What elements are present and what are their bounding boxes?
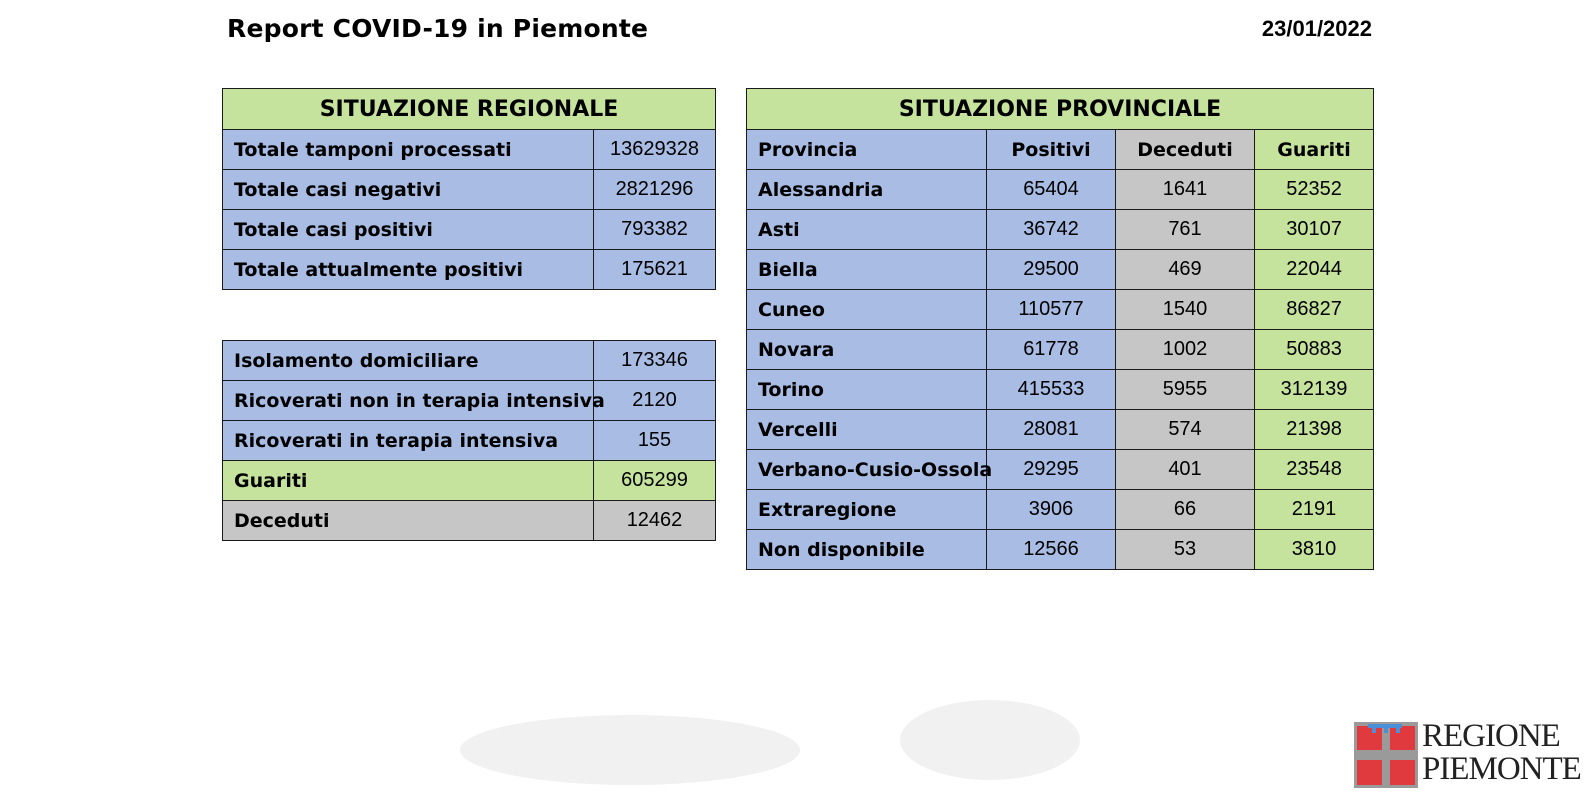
row-value: 155 xyxy=(594,421,716,461)
row-label: Totale casi positivi xyxy=(223,210,594,250)
table-row xyxy=(747,290,1374,330)
row-label: Deceduti xyxy=(223,501,594,541)
table-row xyxy=(223,461,716,501)
row-deceduti: 66 xyxy=(1116,490,1255,530)
row-value: 793382 xyxy=(594,210,716,250)
row-label: Totale tamponi processati xyxy=(223,130,594,170)
row-provincia: Vercelli xyxy=(747,410,987,450)
column-header-positivi: Positivi xyxy=(987,130,1116,170)
provincial-table xyxy=(746,88,1374,570)
row-value: 605299 xyxy=(594,461,716,501)
row-label: Totale attualmente positivi xyxy=(223,250,594,290)
row-positivi: 61778 xyxy=(987,330,1116,370)
logo-text xyxy=(1422,720,1581,786)
table-row xyxy=(223,421,716,461)
row-provincia: Extraregione xyxy=(747,490,987,530)
logo-line-1: REGIONE xyxy=(1422,718,1560,754)
column-header-row xyxy=(747,130,1374,170)
row-deceduti: 574 xyxy=(1116,410,1255,450)
table-row xyxy=(747,370,1374,410)
row-positivi: 28081 xyxy=(987,410,1116,450)
background-watermark xyxy=(430,690,1110,800)
row-guariti: 23548 xyxy=(1255,450,1374,490)
row-positivi: 29500 xyxy=(987,250,1116,290)
table-row xyxy=(223,501,716,541)
table-row xyxy=(223,250,716,290)
row-value: 175621 xyxy=(594,250,716,290)
table-row xyxy=(747,490,1374,530)
table-row xyxy=(747,410,1374,450)
table-row xyxy=(223,341,716,381)
table-row xyxy=(747,170,1374,210)
row-value: 12462 xyxy=(594,501,716,541)
row-provincia: Asti xyxy=(747,210,987,250)
row-positivi: 65404 xyxy=(987,170,1116,210)
row-deceduti: 1540 xyxy=(1116,290,1255,330)
row-positivi: 29295 xyxy=(987,450,1116,490)
row-provincia: Verbano-Cusio-Ossola xyxy=(747,450,987,490)
row-value: 2821296 xyxy=(594,170,716,210)
table-header-row xyxy=(747,89,1374,130)
row-guariti: 22044 xyxy=(1255,250,1374,290)
row-positivi: 415533 xyxy=(987,370,1116,410)
row-label: Totale casi negativi xyxy=(223,170,594,210)
provincial-table-body xyxy=(747,170,1374,570)
row-deceduti: 1002 xyxy=(1116,330,1255,370)
regional-table-title: SITUAZIONE REGIONALE xyxy=(223,89,716,130)
row-positivi: 3906 xyxy=(987,490,1116,530)
row-deceduti: 761 xyxy=(1116,210,1255,250)
row-label: Isolamento domiciliare xyxy=(223,341,594,381)
row-provincia: Alessandria xyxy=(747,170,987,210)
regional-totals-table xyxy=(222,88,716,290)
row-deceduti: 53 xyxy=(1116,530,1255,570)
row-positivi: 36742 xyxy=(987,210,1116,250)
row-value: 173346 xyxy=(594,341,716,381)
piemonte-emblem-icon xyxy=(1354,722,1418,788)
row-provincia: Novara xyxy=(747,330,987,370)
regional-detail-table xyxy=(222,340,716,541)
row-deceduti: 1641 xyxy=(1116,170,1255,210)
row-label: Ricoverati in terapia intensiva xyxy=(223,421,594,461)
row-positivi: 110577 xyxy=(987,290,1116,330)
page-title: Report COVID-19 in Piemonte xyxy=(227,14,649,43)
row-deceduti: 5955 xyxy=(1116,370,1255,410)
table-row xyxy=(747,210,1374,250)
column-header-deceduti: Deceduti xyxy=(1116,130,1255,170)
row-guariti: 50883 xyxy=(1255,330,1374,370)
row-value: 2120 xyxy=(594,381,716,421)
row-guariti: 86827 xyxy=(1255,290,1374,330)
row-guariti: 2191 xyxy=(1255,490,1374,530)
report-date: 23/01/2022 xyxy=(1261,16,1372,41)
row-label: Guariti xyxy=(223,461,594,501)
row-positivi: 12566 xyxy=(987,530,1116,570)
row-guariti: 52352 xyxy=(1255,170,1374,210)
table-row xyxy=(223,210,716,250)
table-row xyxy=(223,130,716,170)
row-label: Ricoverati non in terapia intensiva xyxy=(223,381,594,421)
row-provincia: Cuneo xyxy=(747,290,987,330)
logo-line-2: PIEMONTE xyxy=(1422,751,1581,787)
regione-piemonte-logo xyxy=(1354,718,1581,790)
row-deceduti: 401 xyxy=(1116,450,1255,490)
column-header-provincia: Provincia xyxy=(747,130,987,170)
row-guariti: 312139 xyxy=(1255,370,1374,410)
table-row xyxy=(223,170,716,210)
table-row xyxy=(747,330,1374,370)
column-header-guariti: Guariti xyxy=(1255,130,1374,170)
table-row xyxy=(223,381,716,421)
row-guariti: 30107 xyxy=(1255,210,1374,250)
row-provincia: Torino xyxy=(747,370,987,410)
row-guariti: 3810 xyxy=(1255,530,1374,570)
row-deceduti: 469 xyxy=(1116,250,1255,290)
table-row xyxy=(747,250,1374,290)
row-value: 13629328 xyxy=(594,130,716,170)
provincial-table-title: SITUAZIONE PROVINCIALE xyxy=(747,89,1374,130)
row-guariti: 21398 xyxy=(1255,410,1374,450)
table-row xyxy=(747,530,1374,570)
row-provincia: Biella xyxy=(747,250,987,290)
row-provincia: Non disponibile xyxy=(747,530,987,570)
table-header-row xyxy=(223,89,716,130)
table-row xyxy=(747,450,1374,490)
